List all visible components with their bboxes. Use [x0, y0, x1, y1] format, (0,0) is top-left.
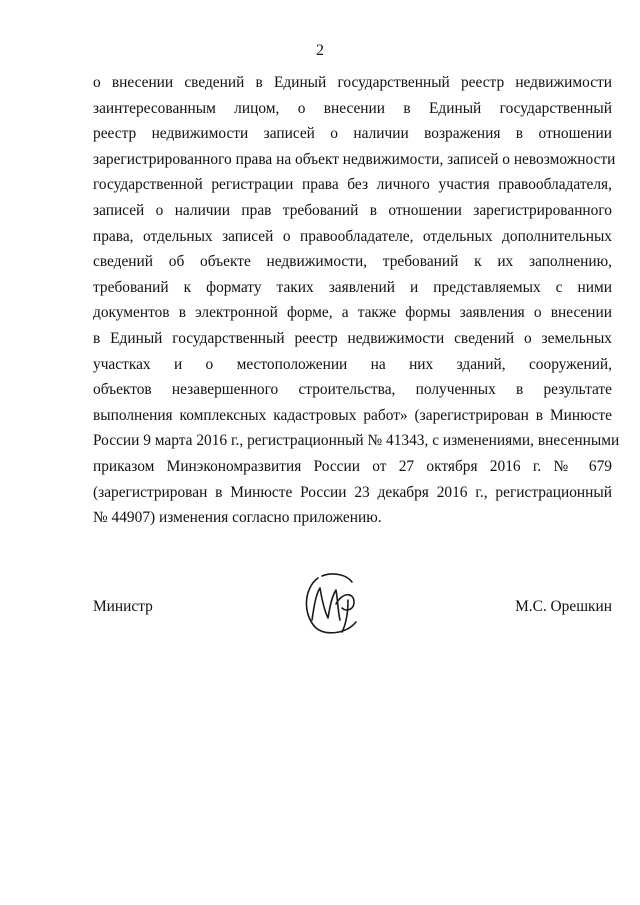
signature-graphic [298, 570, 370, 638]
text-line: требований к формату таких заявлений и представляемых с ними [93, 278, 612, 296]
text-line: приказом Минэкономразвития России от 27 октября 2016 г. № 679 [93, 457, 612, 475]
text-line: в Единый государственный реестр недвижимости сведений о земельных [93, 329, 612, 347]
text-line: сведений об объекте недвижимости, требований к их заполнению, [93, 253, 612, 271]
text-line: записей о наличии прав требований в отношении зарегистрированного [93, 201, 612, 219]
text-line: выполнения комплексных кадастровых работ» (зарегистрирован в Минюсте [93, 406, 612, 424]
text-line: права, отдельных записей о правообладателе, отдельных дополнительных [93, 227, 612, 245]
text-line: заинтересованным лицом, о внесении в Единый государственный [93, 99, 612, 117]
text-line: № 44907) изменения согласно приложению. [93, 509, 382, 527]
minister-title: Министр [93, 598, 153, 615]
page-number: 2 [316, 42, 324, 59]
text-line: зарегистрированного права на объект недвижимости, записей о невозможности [93, 150, 616, 168]
text-line: государственной регистрации права без личного участия правообладателя, [93, 176, 612, 194]
body-text [93, 70, 620, 531]
text-line: объектов незавершенного строительства, полученных в результате [93, 381, 612, 399]
minister-name: М.С. Орешкин [515, 598, 612, 615]
text-line: России 9 марта 2016 г., регистрационный № 41343, с изменениями, внесенными [93, 432, 620, 450]
text-line: документов в электронной форме, а также формы заявления о внесении [93, 304, 612, 322]
text-line: о внесении сведений в Единый государственный реестр недвижимости [93, 74, 612, 91]
text-line: участках и о местоположении на них зданий, сооружений, [93, 355, 612, 373]
text-line: (зарегистрирован в Минюсте России 23 декабря 2016 г., регистрационный [93, 483, 612, 501]
text-line: реестр недвижимости записей о наличии возражения в отношении [93, 125, 612, 143]
